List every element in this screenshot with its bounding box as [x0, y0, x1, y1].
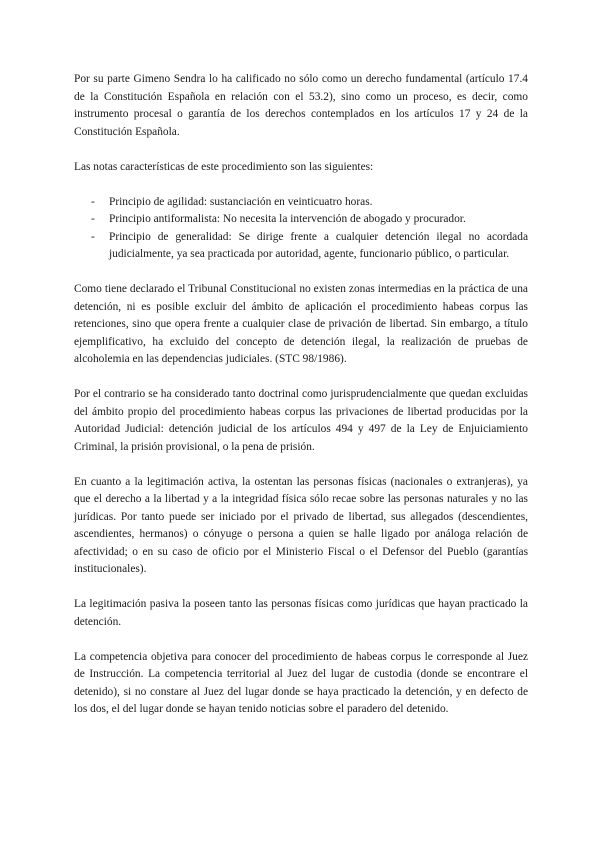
- list-item: [74, 211, 528, 229]
- list-item-text: Principio antiformalista: No necesita la intervención de abogado y procurador.: [109, 213, 466, 225]
- bullet-marker: -: [91, 195, 95, 208]
- paragraph-excluidas: Por el contrario se ha considerado tanto doctrinal como jurisprudencialmente que quedan excluidas del ámbito propio del procedimiento habeas corpus las privaciones de libertad producidas por la Autoridad Judicial: detención judicial de los artículos 494 y 497 de la Ley de Enjuiciamiento Criminal, la prisión provisional, o la pena de prisión.: [74, 388, 528, 453]
- paragraph-legitimacion-activa: En cuanto a la legitimación activa, la ostentan las personas físicas (nacionales o extranjeras), ya que el derecho a la libertad y a la integridad física sólo recae sobre las personas naturales y no las jurídicas. Por tanto puede ser iniciado por el privado de libertad, sus allegados (descendientes, ascendientes, hermanos) o cónyuge o persona a quien se halle ligado por análoga relación de afectividad; o en su caso de oficio por el Ministerio Fiscal o el Defensor del Pueblo (garantías institucionales).: [74, 475, 528, 575]
- paragraph-gimeno-sendra: Por su parte Gimeno Sendra lo ha calificado no sólo como un derecho fundamental (artículo 17.4 de la Constitución Española en relación con el 53.2), sino como un proceso, es decir, como instrumento procesal o garantía de los derechos contemplados en los artículos 17 y 24 de la Constitución Española.: [74, 73, 528, 138]
- list-item-text: Principio de agilidad: sustanciación en veinticuatro horas.: [109, 195, 373, 208]
- bullet-marker: -: [91, 213, 95, 225]
- document-body: [74, 71, 528, 736]
- bullet-marker: -: [91, 230, 95, 243]
- paragraph-notas-intro: Las notas características de este procedimiento son las siguientes:: [74, 160, 374, 173]
- paragraph-competencia: La competencia objetiva para conocer del procedimiento de habeas corpus le corresponde al Juez de Instrucción. La competencia territorial al Juez del lugar de custodia (donde se encontrare el detenido), si no constare al Juez del lugar donde se haya practicado la detención, y en defecto de los dos, el del lugar donde se hayan tenido noticias sobre el paradero del detenido.: [74, 650, 528, 715]
- paragraph-legitimacion-pasiva: La legitimación pasiva la poseen tanto las personas físicas como jurídicas que hayan practicado la detención.: [74, 598, 528, 628]
- list-item: [74, 194, 528, 212]
- principles-list: [74, 194, 528, 264]
- paragraph-tribunal-constitucional: Como tiene declarado el Tribunal Constitucional no existen zonas intermedias en la práctica de una detención, ni es posible excluir del ámbito de aplicación el procedimiento habeas corpus las retenciones, sino que opera frente a cualquier clase de privación de libertad. Sin embargo, a título ejemplificativo, ha excluido del concepto de detención ilegal, la realización de pruebas de alcoholemia en las dependencias judiciales. (STC 98/1986).: [74, 283, 528, 365]
- list-item-text: Principio de generalidad: Se dirige frente a cualquier detención ilegal no acordada judicialmente, ya sea practicada por autoridad, agente, funcionario público, o particular.: [109, 230, 528, 260]
- list-item: [74, 229, 528, 264]
